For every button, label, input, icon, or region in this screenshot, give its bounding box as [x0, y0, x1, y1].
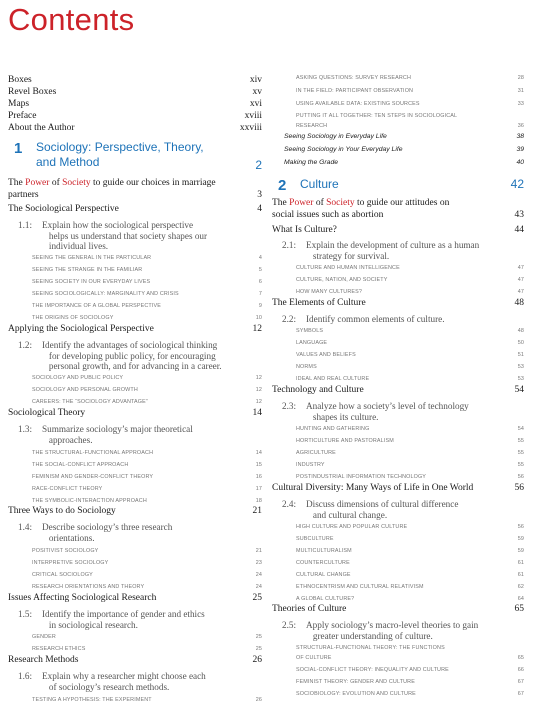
subtopic[interactable]: VALUES AND BELIEFS 51 — [296, 352, 524, 358]
subtopic[interactable]: ETHNOCENTRISM AND CULTURAL RELATIVISM 62 — [296, 584, 524, 590]
chapter-1-intro[interactable]: The Power of Society to guide our choices in marriage partners 3 — [8, 178, 262, 200]
subtopic[interactable]: THE ORIGINS OF SOCIOLOGY 10 — [32, 315, 262, 321]
learning-objective-1-3: 1.3: Summarize sociology’s major theoretical approaches. — [18, 424, 193, 445]
subtopic[interactable]: CULTURE AND HUMAN INTELLIGENCE 47 — [296, 265, 524, 271]
subtopic[interactable]: CULTURE, NATION, AND SOCIETY 47 — [296, 277, 524, 283]
section-sociological-perspective[interactable]: The Sociological Perspective 4 — [8, 204, 262, 214]
subtopic[interactable]: IN THE FIELD: PARTICIPANT OBSERVATION 31 — [296, 88, 524, 94]
section-sociological-theory[interactable]: Sociological Theory 14 — [8, 408, 262, 418]
subtopic[interactable]: SOCIOLOGY AND PUBLIC POLICY 12 — [32, 375, 262, 381]
subtopic[interactable]: THE STRUCTURAL-FUNCTIONAL APPROACH 14 — [32, 450, 262, 456]
chapter-title: Sociology: Perspective, Theory, and Method — [36, 140, 204, 169]
subtopic[interactable]: RESEARCH ORIENTATIONS AND THEORY 24 — [32, 584, 262, 590]
subtopic[interactable]: INTERPRETIVE SOCIOLOGY 23 — [32, 560, 262, 566]
subtopic[interactable]: SUBCULTURE 59 — [296, 536, 524, 542]
toc-entry-boxes[interactable]: Boxes xiv — [8, 75, 262, 85]
subtopic[interactable]: LANGUAGE 50 — [296, 340, 524, 346]
subtopic[interactable]: THE SOCIAL-CONFLICT APPROACH 15 — [32, 462, 262, 468]
learning-objective-2-1: 2.1: Explain the development of culture as a human strategy for survival. — [282, 240, 480, 261]
subtopic[interactable]: CAREERS: THE “SOCIOLOGY ADVANTAGE” 12 — [32, 399, 262, 405]
subtopic[interactable]: HORTICULTURE AND PASTORALISM 55 — [296, 438, 524, 444]
subtopic[interactable]: USING AVAILABLE DATA: EXISTING SOURCES 33 — [296, 101, 524, 107]
subtopic[interactable]: SEEING SOCIOLOGICALLY: MARGINALITY AND CRISIS 7 — [32, 291, 262, 297]
subtopic[interactable]: THE SYMBOLIC-INTERACTION APPROACH 18 — [32, 498, 262, 504]
learning-objective-1-5: 1.5: Identify the importance of gender and ethics in sociological research. — [18, 609, 205, 630]
page-title: Contents — [8, 2, 135, 37]
subtopic[interactable]: HUNTING AND GATHERING 54 — [296, 426, 524, 432]
chapter-title: Culture — [300, 177, 339, 191]
section-three-ways[interactable]: Three Ways to do Sociology 21 — [8, 506, 262, 516]
learning-objective-1-1: 1.1: Explain how the sociological perspective helps us understand that society shapes our individual lives. — [18, 220, 208, 251]
subtopic[interactable]: SYMBOLS 48 — [296, 328, 524, 334]
subtopic[interactable]: SOCIOLOGY AND PERSONAL GROWTH 12 — [32, 387, 262, 393]
subtopic[interactable]: NORMS 53 — [296, 364, 524, 370]
toc-entry-maps[interactable]: Maps xvi — [8, 99, 262, 109]
chapter-number: 2 — [278, 177, 287, 194]
subtopic[interactable]: HIGH CULTURE AND POPULAR CULTURE 56 — [296, 524, 524, 530]
toc-entry-revel-boxes[interactable]: Revel Boxes xv — [8, 87, 262, 97]
chapter-number: 1 — [14, 140, 23, 157]
subtopic[interactable]: IDEAL AND REAL CULTURE 53 — [296, 376, 524, 382]
section-theories-of-culture[interactable]: Theories of Culture 65 — [272, 604, 524, 614]
chapter-page: 42 — [510, 177, 524, 191]
toc-entry-preface[interactable]: Preface xviii — [8, 111, 262, 121]
section-what-is-culture[interactable]: What Is Culture? 44 — [272, 225, 524, 235]
feature-entry[interactable]: Seeing Sociology in Your Everyday Life 39 — [284, 146, 524, 153]
learning-objective-1-2: 1.2: Identify the advantages of sociological thinking for developing public policy, for encouraging personal growth, and for advancing in a career. — [18, 340, 222, 371]
subtopic[interactable]: INDUSTRY 55 — [296, 462, 524, 468]
chapter-2-heading[interactable] — [272, 177, 524, 194]
learning-objective-2-4: 2.4: Discuss dimensions of cultural difference and cultural change. — [282, 499, 459, 520]
chapter-2-intro[interactable]: The Power of Society to guide our attitudes on social issues such as abortion 43 — [272, 198, 524, 220]
subtopic[interactable]: FEMINISM AND GENDER-CONFLICT THEORY 16 — [32, 474, 262, 480]
chapter-1-page-row — [8, 158, 262, 172]
section-applying-perspective[interactable]: Applying the Sociological Perspective 12 — [8, 324, 262, 334]
section-issues-research[interactable]: Issues Affecting Sociological Research 25 — [8, 593, 262, 603]
subtopic-wrapped[interactable]: PUTTING IT ALL TOGETHER: TEN STEPS IN SOCIOLOGICAL RESEARCH 36 — [296, 113, 524, 129]
subtopic[interactable]: POSTINDUSTRIAL INFORMATION TECHNOLOGY 56 — [296, 474, 524, 480]
learning-objective-2-5: 2.5: Apply sociology’s macro-level theories to gain greater understanding of culture. — [282, 620, 479, 641]
subtopic[interactable]: SOCIAL-CONFLICT THEORY: INEQUALITY AND CULTURE 66 — [296, 667, 524, 673]
subtopic[interactable]: RACE-CONFLICT THEORY 17 — [32, 486, 262, 492]
subtopic[interactable]: HOW MANY CULTURES? 47 — [296, 289, 524, 295]
subtopic[interactable]: CULTURAL CHANGE 61 — [296, 572, 524, 578]
learning-objective-2-2: 2.2: Identify common elements of culture. — [282, 314, 445, 324]
section-technology-and-culture[interactable]: Technology and Culture 54 — [272, 385, 524, 395]
subtopic[interactable]: MULTICULTURALISM 59 — [296, 548, 524, 554]
subtopic[interactable]: FEMINIST THEORY: GENDER AND CULTURE 67 — [296, 679, 524, 685]
subtopic[interactable]: SEEING THE STRANGE IN THE FAMILIAR 5 — [32, 267, 262, 273]
subtopic[interactable]: A GLOBAL CULTURE? 64 — [296, 596, 524, 602]
learning-objective-2-3: 2.3: Analyze how a society’s level of technology shapes its culture. — [282, 401, 469, 422]
learning-objective-1-6: 1.6: Explain why a researcher might choose each of sociology’s research methods. — [18, 671, 206, 692]
subtopic[interactable]: SOCIOBIOLOGY: EVOLUTION AND CULTURE 67 — [296, 691, 524, 697]
subtopic[interactable]: SEEING SOCIETY IN OUR EVERYDAY LIVES 6 — [32, 279, 262, 285]
feature-entry[interactable]: Seeing Sociology in Everyday Life 38 — [284, 133, 524, 140]
subtopic[interactable]: AGRICULTURE 55 — [296, 450, 524, 456]
feature-entry[interactable]: Making the Grade 40 — [284, 159, 524, 166]
subtopic[interactable]: TESTING A HYPOTHESIS: THE EXPERIMENT 26 — [32, 697, 262, 703]
subtopic[interactable]: SEEING THE GENERAL IN THE PARTICULAR 4 — [32, 255, 262, 261]
subtopic[interactable]: COUNTERCULTURE 61 — [296, 560, 524, 566]
subtopic[interactable]: RESEARCH ETHICS 25 — [32, 646, 262, 652]
toc-entry-about-author[interactable]: About the Author xxviii — [8, 123, 262, 133]
subtopic-wrapped[interactable]: STRUCTURAL-FUNCTIONAL THEORY: THE FUNCTIONS OF CULTURE 65 — [296, 645, 524, 661]
section-cultural-diversity[interactable]: Cultural Diversity: Many Ways of Life in One World 56 — [272, 483, 524, 493]
section-elements-of-culture[interactable]: The Elements of Culture 48 — [272, 298, 524, 308]
subtopic[interactable]: POSITIVIST SOCIOLOGY 21 — [32, 548, 262, 554]
subtopic[interactable]: THE IMPORTANCE OF A GLOBAL PERSPECTIVE 9 — [32, 303, 262, 309]
chapter-page: 2 — [255, 158, 262, 172]
subtopic[interactable]: GENDER 25 — [32, 634, 262, 640]
learning-objective-1-4: 1.4: Describe sociology’s three research orientations. — [18, 522, 173, 543]
subtopic[interactable]: ASKING QUESTIONS: SURVEY RESEARCH 28 — [296, 75, 524, 81]
subtopic[interactable]: CRITICAL SOCIOLOGY 24 — [32, 572, 262, 578]
section-research-methods[interactable]: Research Methods 26 — [8, 655, 262, 665]
